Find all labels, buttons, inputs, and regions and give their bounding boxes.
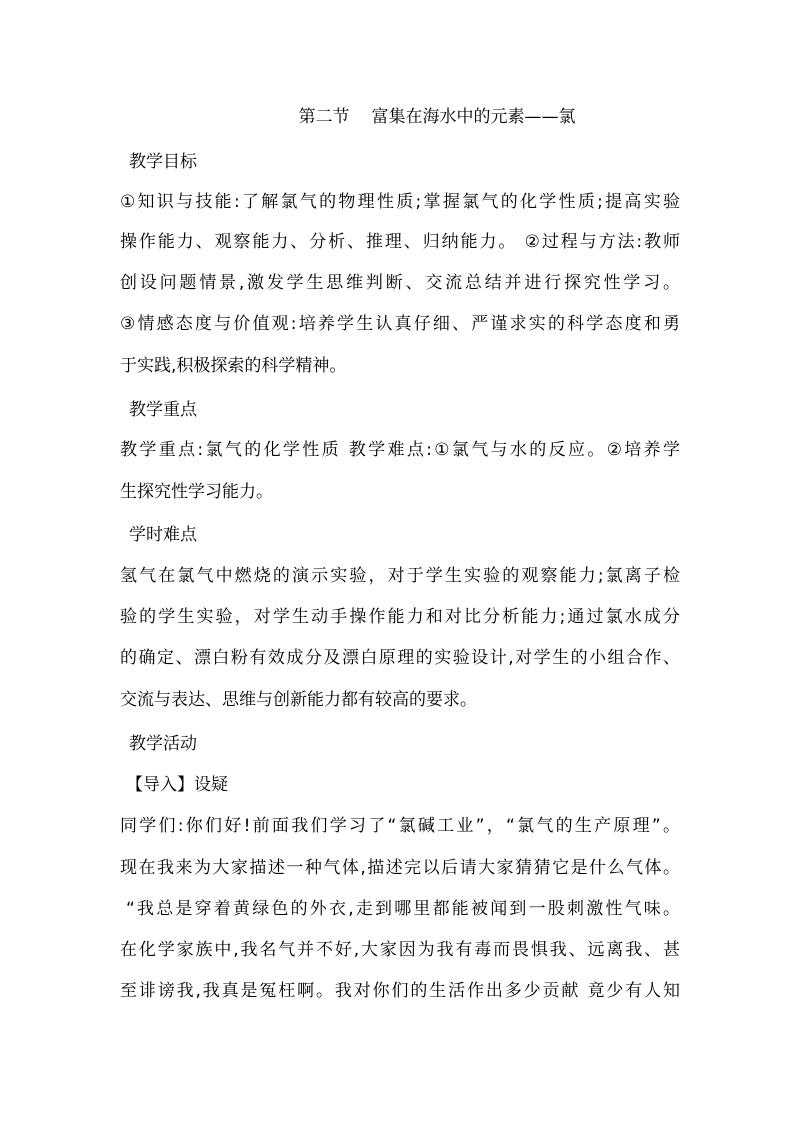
section-number: 第二节: [298, 107, 350, 127]
difficulties-line-1: 氢气在氯气中燃烧的演示实验，对于学生实验的观察能力;氯离子检: [120, 566, 680, 586]
intro-subheading: 【导入】设疑: [126, 775, 228, 795]
objectives-line-2: 操作能力、观察能力、分析、推理、归纳能力。 ②过程与方法:教师: [120, 232, 680, 252]
difficulties-line-4: 交流与表达、思维与创新能力都有较高的要求。: [120, 690, 477, 710]
objectives-line-1: ①知识与技能:了解氯气的物理性质;掌握氯气的化学性质;提高实验: [120, 192, 680, 212]
activities-heading: 教学活动: [129, 734, 197, 754]
key-points-heading: 教学重点: [129, 400, 197, 420]
activities-line-5: 至诽谤我,我真是冤枉啊。我对你们的生活作出多少贡献 竟少有人知: [120, 981, 680, 1001]
objectives-line-4: ③情感态度与价值观:培养学生认真仔细、严谨求实的科学态度和勇: [120, 314, 680, 334]
page-title: [0, 104, 794, 130]
key-points-line-2: 生探究性学习能力。: [120, 482, 273, 502]
difficulties-heading: 学时难点: [129, 525, 197, 545]
objectives-heading: 教学目标: [129, 152, 197, 172]
difficulties-line-3: 的确定、漂白粉有效成分及漂白原理的实验设计,对学生的小组合作、: [120, 648, 680, 668]
activities-line-2: 现在我来为大家描述一种气体,描述完以后请大家猜猜它是什么气体。: [120, 858, 680, 878]
objectives-line-5: 于实践,积极探索的科学精神。: [120, 356, 347, 376]
activities-line-3: “我总是穿着黄绿色的外衣,走到哪里都能被闻到一股刺激性气味。: [126, 899, 680, 919]
key-points-line-1: 教学重点:氯气的化学性质 教学难点:①氯气与水的反应。②培养学: [120, 440, 680, 460]
activities-line-4: 在化学家族中,我名气并不好,大家因为我有毒而畏惧我、远离我、甚: [120, 940, 680, 960]
objectives-line-3: 创设问题情景,激发学生思维判断、交流总结并进行探究性学习。: [120, 273, 680, 293]
section-title: 富集在海水中的元素——氯: [371, 107, 576, 127]
activities-line-1: 同学们:你们好!前面我们学习了“氯碱工业”，“氯气的生产原理”。: [120, 816, 680, 836]
difficulties-line-2: 验的学生实验，对学生动手操作能力和对比分析能力;通过氯水成分: [120, 607, 680, 627]
